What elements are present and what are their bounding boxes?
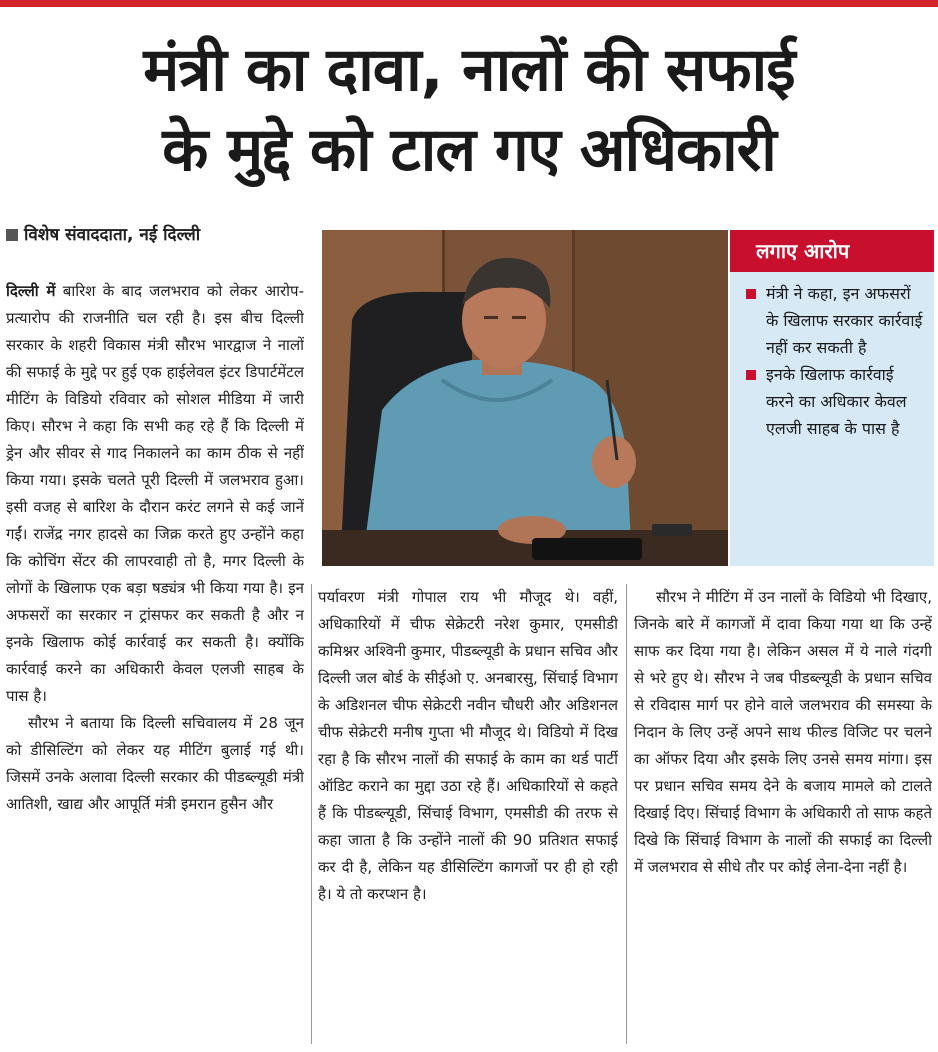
sidebar-box — [730, 230, 934, 566]
article-column-2 — [318, 584, 618, 1044]
news-photo — [322, 230, 728, 566]
byline — [6, 222, 306, 248]
headline-line-1: मंत्री का दावा, नालों की सफाई — [143, 35, 795, 105]
byline-text: विशेष संवाददाता, नई दिल्ली — [24, 225, 201, 245]
paragraph-text: बारिश के बाद जलभराव को लेकर आरोप-प्रत्यारोप की राजनीति चल रही है। इस बीच दिल्ली सरकार के शहरी विकास मंत्री सौरभ भारद्वाज ने नालों की सफाई के मुद्दे पर हुई एक हाईलेवल इंटर डिपार्टमेंटल मीटिंग के विडियो रविवार को सोशल मीडिया में जारी किए। सौरभ ने कहा कि सभी कह रहे हैं कि दिल्ली में ड्रेन और सीवर से गाद निकालने का काम ठीक से नहीं किया गया। इसके चलते पूरी दिल्ली में जलभराव हुआ। इसी वजह से बारिश के दौरान करंट लगने से कई जानें गईं। राजेंद्र नगर हादसे का जिक्र करते हुए उन्होंने कहा कि कोचिंग सेंटर की लापरवाही तो है, मगर दिल्ली के लोगों के खिलाफ एक बड़ा षड्यंत्र भी किया गया है। इन अफसरों का सरकार न ट्रांसफर कर सकती है और न इनके खिलाफ कोई कार्रवाई कर सकती है। क्योंकि कार्रवाई करने का अधिकारी केवल एलजी साहब के पास है। — [6, 282, 304, 705]
red-square-bullet-icon — [746, 289, 756, 299]
sidebar-point-text: मंत्री ने कहा, इन अफसरों के खिलाफ सरकार कार्रवाई नहीं कर सकती है — [766, 284, 923, 357]
article-paragraph: पर्यावरण मंत्री गोपाल राय भी मौजूद थे। वहीं, अधिकारियों में चीफ सेक्रेटरी नरेश कुमार, एमसीडी कमिश्नर अश्विनी कुमार, पीडब्ल्यूडी के प्रधान सचिव और दिल्ली जल बोर्ड के सीईओ ए. अनबारसु, सिंचाई विभाग के अडिशनल चीफ सेक्रेटरी नवीन चौधरी और अडिशनल चीफ सेक्रेटरी मनीष गुप्ता भी मौजूद थे। विडियो में दिख रहा है कि सौरभ नालों की सफाई के काम का थर्ड पार्टी ऑडिट कराने का मुद्दा उठा रहे हैं। अधिकारियों से कहते हैं कि पीडब्ल्यूडी, सिंचाई विभाग, एमसीडी की तरफ से कहा जाता है कि उन्होंने नालों की 90 प्रतिशत सफाई कर दी है, लेकिन यह डीसिल्टिंग कागजों पर ही हो रही है। ये तो करप्शन है। — [318, 588, 618, 903]
sidebar-point — [744, 361, 926, 442]
article-paragraph: सौरभ ने मीटिंग में उन नालों के विडियो भी दिखाए, जिनके बारे में कागजों में दावा किया गया था कि उन्हें साफ कर दिया गया है। लेकिन असल में ये नाले गंदगी से भरे हुए थे। सौरभ ने जब पीडब्ल्यूडी के प्रधान सचिव से रविदास मार्ग पर होने वाले जलभराव की समस्या के निदान के लिए उन्हें अपने साथ फील्ड विजिट पर चलने का ऑफर दिया और इसके लिए उनसे समय मांगा। इस पर प्रधान सचिव समय देने के बजाय मामले को टालते दिखाई दिए। सिंचाई विभाग के अधिकारी तो साफ कहते दिखे कि सिंचाई विभाग के नालों की सफाई का दिल्ली में जलभराव से सीधे तौर पर कोई लेना-देना नहीं है। — [634, 588, 932, 876]
top-red-rule — [0, 0, 938, 7]
square-bullet-icon — [6, 229, 18, 241]
dateline-lead: दिल्ली में — [6, 282, 56, 300]
sidebar-point — [744, 280, 926, 361]
sidebar-points — [730, 272, 934, 442]
headline-line-2: के मुद्दे को टाल गए अधिकारी — [162, 115, 776, 185]
headline — [10, 30, 928, 190]
column-divider — [311, 584, 312, 1044]
column-divider — [626, 584, 627, 1044]
minister-photo-illustration — [322, 230, 728, 566]
article-paragraph — [6, 278, 304, 710]
red-square-bullet-icon — [746, 370, 756, 380]
sidebar-title: लगाए आरोप — [730, 230, 934, 272]
article-column-3 — [634, 584, 932, 1044]
sidebar-point-text: इनके खिलाफ कार्रवाई करने का अधिकार केवल एलजी साहब के पास है — [766, 365, 907, 438]
article-paragraph: सौरभ ने बताया कि दिल्ली सचिवालय में 28 जून को डीसिल्टिंग को लेकर यह मीटिंग बुलाई गई थी। जिसमें उनके अलावा दिल्ली सरकार की पीडब्ल्यूडी मंत्री आतिशी, खाद्य और आपूर्ति मंत्री इमरान हुसैन और — [6, 714, 304, 813]
article-column-1 — [6, 278, 304, 1048]
